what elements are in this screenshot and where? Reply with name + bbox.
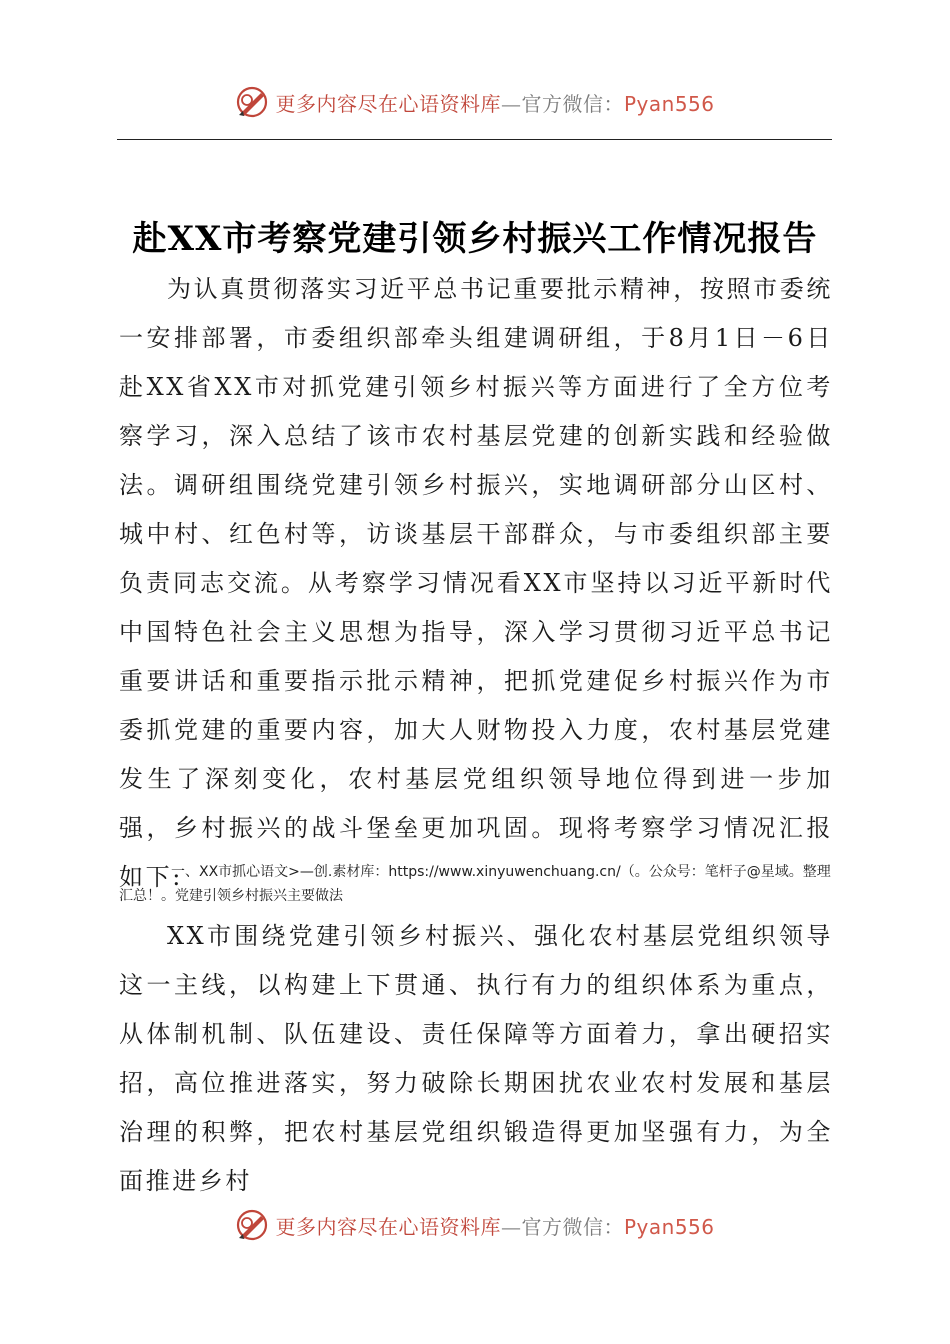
document-title: 赴XX市考察党建引领乡村振兴工作情况报告 (132, 218, 818, 259)
paragraph-main-practices: XX市围绕党建引领乡村振兴、强化农村基层党组织领导这一主线，以构建上下贯通、执行有力的组织体系为重点，从体制机制、队伍建设、责任保障等方面着力，拿出硬招实招，高位推进落实，努力破除长期困扰农业农村发展和基层治理的积弊，把农村基层党组织锻造得更加坚强有力，为全面推进乡村 (119, 922, 833, 1195)
footer-banner (0, 1205, 950, 1245)
banner-wechat-label: 官方微信 (521, 91, 604, 116)
header-banner (0, 82, 950, 122)
pen-logo-icon (235, 1208, 269, 1242)
paragraph-intro: 为认真贯彻落实习近平总书记重要批示精神，按照市委统一安排部署，市委组织部牵头组建调研组，于8月1日－6日赴XX省XX市对抓党建引领乡村振兴等方面进行了全方位考察学习，深入总结了该市农村基层党建的创新实践和经验做法。调研组围绕党建引领乡村振兴，实地调研部分山区村、城中村、红色村等，访谈基层干部群众，与市委组织部主要负责同志交流。从考察学习情况看XX市坚持以习近平新时代中国特色社会主义思想为指导，深入学习贯彻习近平总书记重要讲话和重要指示批示精神，把抓党建促乡村振兴作为市委抓党建的重要内容，加大人财物投入力度，农村基层党建发生了深刻变化，农村基层党组织领导地位得到进一步加强，乡村振兴的战斗堡垒更加巩固。现将考察学习情况汇报如下: (119, 275, 833, 891)
banner-dash: — (500, 91, 522, 116)
banner-brand: 更多内容尽在心语资料库 (275, 1214, 501, 1239)
header-divider (117, 139, 832, 140)
pen-logo-icon (235, 85, 269, 119)
banner-wechat-label: 官方微信 (521, 1214, 604, 1239)
banner-text (275, 1211, 714, 1240)
banner-brand: 更多内容尽在心语资料库 (275, 91, 501, 116)
banner-separator: ： (603, 91, 624, 116)
banner-text (275, 88, 714, 117)
banner-wechat-id: Pyan556 (623, 1214, 715, 1239)
banner-separator: ： (603, 1214, 624, 1239)
banner-dash: — (500, 1214, 522, 1239)
banner-wechat-id: Pyan556 (623, 91, 715, 116)
section-heading-note: 一、XX市抓心语文>—创.素材库：https://www.xinyuwenchuang.cn/（。公众号：笔杆子@星域。整理汇总！。党建引领乡村振兴主要做法 (119, 864, 831, 904)
